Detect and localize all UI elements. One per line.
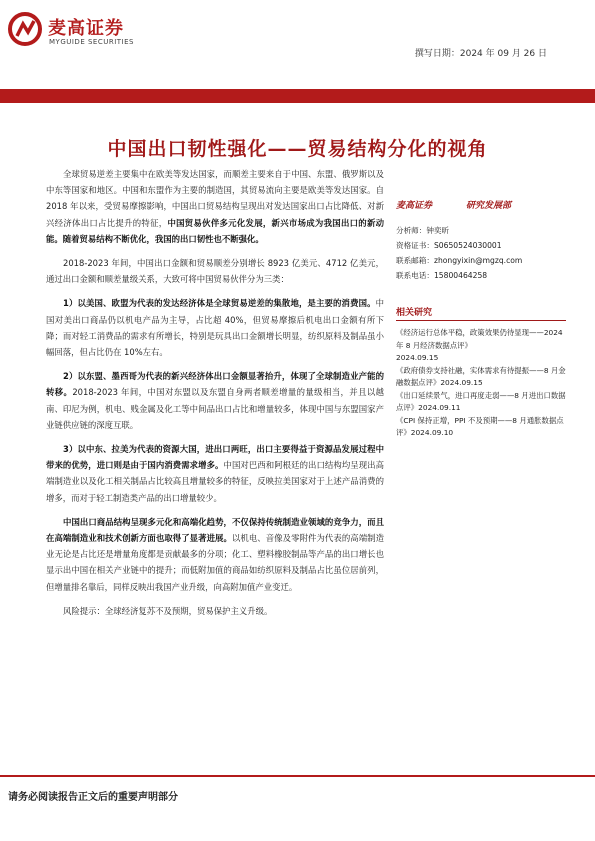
p5-bold: 3）以中东、拉美为代表的资源大国，进出口两旺，出口主要得益于资源品发展过程中带来的优势，进口则是由于国内消费需求增多。 — [46, 444, 384, 471]
logo-text-cn: 麦高证券 — [48, 18, 124, 39]
p1-text: 全球贸易逆差主要集中在欧美等发达国家，而顺差主要来自于中国、东盟、俄罗斯以及中东等国家和地区。中国和东盟作为主要的制造国，其贸易流向主要是欧美等发达国家。自 2018 年以来，受贸易摩擦影响，中国出口贸易结构呈现出对发达国家出口占比降低、对新兴经济体出口占比提升的特征， — [46, 169, 384, 228]
related-item: 2024.09.15 — [396, 353, 439, 362]
risk-warning: 风险提示：全球经济复苏不及预期，贸易保护主义升级。 — [63, 605, 273, 616]
related-research-list — [396, 327, 566, 440]
paragraph-1 — [46, 166, 384, 247]
paragraph-6 — [46, 514, 384, 595]
related-item[interactable]: 《经济运行总体平稳，政策效果仍待显现——2024 年 8 月经济数据点评》 — [396, 328, 563, 350]
p6-text: 以机电、音像及零附件为代表的高端制造业无论是占比还是增量角度都是贡献最多的分项；化工、塑料橡胶制品等产品的出口增长也显示出中国在相关产业链中的提升；而低附加值的商品如纺织原料及制品占比虽位居前列，但增量排名靠后，同样反映出我国产业升级，向高附加值产业变迁。 — [46, 533, 385, 592]
company-logo — [8, 8, 168, 50]
paragraph-4 — [46, 368, 384, 433]
related-item[interactable]: 《出口延续景气，进口再度走弱——8 月进出口数据点评》2024.09.11 — [396, 390, 566, 412]
related-research-title: 相关研究 — [396, 305, 566, 321]
sidebar-header — [396, 198, 566, 211]
report-date: 撰写日期：2024 年 09 月 26 日 — [414, 49, 547, 59]
paragraph-2: 2018-2023 年间，中国出口金额和贸易顺差分别增长 8923 亿美元、4712 亿美元，通过出口金额和顺差量级关系，大致可将中国贸易伙伴分为三类： — [46, 258, 384, 285]
p5-text: 中国对巴西和阿根廷的出口结构均呈现出高端制造业以及化工相关制品占比较高且增量较多的特征，反映拉美国家对于上述产品消费的增多，而对于轻工制造类产品的出口增量较少。 — [46, 460, 385, 503]
p6-bold: 中国出口商品结构呈现多元化和高端化趋势，不仅保持传统制造业领域的竞争力，而且在高端制造业和技术创新方面也取得了显著进展。 — [46, 516, 384, 544]
analyst-info — [396, 223, 566, 283]
analyst-email: 联系邮箱：zhongyixin@mgzq.com — [396, 256, 523, 265]
related-item[interactable]: 《政府债券支持社融，实体需求有待提振——8 月金融数据点评》2024.09.15 — [396, 365, 566, 387]
sidebar-dept: 研究发展部 — [466, 201, 512, 211]
logo-text-en: MYGUIDE SECURITIES — [49, 38, 134, 46]
analyst-cert: 资格证书：S0650524030001 — [396, 241, 502, 250]
sidebar — [396, 198, 566, 440]
paragraph-3 — [46, 295, 384, 360]
p3-text: 中国对美出口商品仍以机电产品为主导，占比超 40%，但贸易摩擦后机电出口金额有所下降；而对轻工消费品的需求有所增长，特别是玩具出口金额增长明显，纺织原料及制品虽小幅回落，但占比仍在 10%左右。 — [46, 298, 384, 358]
footer-divider — [0, 775, 595, 777]
footer-disclaimer: 请务必阅读报告正文后的重要声明部分 — [8, 792, 178, 803]
p4-bold: 2）以东盟、墨西哥为代表的新兴经济体出口金额显著抬升，体现了全球制造业产能的转移。 — [46, 371, 384, 398]
logo-mark-icon — [8, 12, 42, 46]
p1-bold: 中国贸易伙伴多元化发展，新兴市场成为我国出口的新动能。随着贸易结构不断优化，我国的出口韧性也不断强化。 — [46, 217, 385, 244]
paragraph-5 — [46, 441, 384, 506]
related-item[interactable]: 《CPI 保持正增，PPI 不及预期——8 月通胀数据点评》2024.09.10 — [396, 415, 564, 437]
p3-bold: 1）以美国、欧盟为代表的发达经济体是全球贸易逆差的集散地，是主要的消费国。 — [63, 298, 376, 309]
analyst-name: 分析师：钟奕昕 — [396, 226, 450, 235]
header-red-bar — [0, 89, 595, 103]
main-body — [46, 166, 384, 627]
sidebar-company: 麦高证券 — [396, 201, 433, 211]
p4-text: 2018-2023 年间，中国对东盟以及东盟自身两者顺差增量的量级相当，并且以越南、印尼为例，机电、贱金属及化工等中间品出口占比和增量较多，体现中国与东盟国家产业链供应链的深度互联。 — [46, 387, 385, 430]
analyst-phone: 联系电话：15800464258 — [396, 271, 488, 280]
report-title: 中国出口韧性强化——贸易结构分化的视角 — [107, 138, 488, 160]
